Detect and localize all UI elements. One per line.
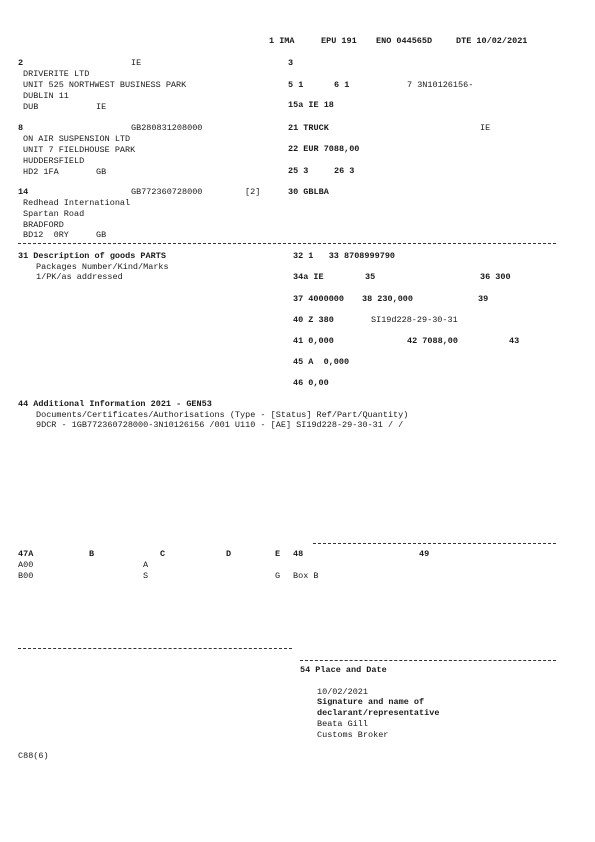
box-b-label: Box B xyxy=(293,571,319,581)
box31-packages-label: Packages Number/Kind/Marks xyxy=(36,262,169,272)
box31-marks: 1/PK/as addressed xyxy=(36,272,123,282)
box35-gross-mass: 35 xyxy=(365,272,376,282)
declarant-name: Redhead International xyxy=(23,198,131,208)
box44-documents-label: Documents/Certificates/Authorisations (Type - [Status] Ref/Part/Quantity) xyxy=(36,410,409,420)
lower-left-divider xyxy=(18,648,292,649)
box44-document-reference: 9DCR - 1GB772360728000-3N10126156 /001 U110 - [AE] SI19d228-29-30-31 / / xyxy=(36,420,404,430)
box21-transport: 21 TRUCK xyxy=(288,123,329,133)
consignee-postcode: HD2 1FA xyxy=(23,167,59,177)
box5-items: 5 1 xyxy=(288,80,304,90)
consignee-eori: GB280831208000 xyxy=(131,123,203,133)
box47-col-d: D xyxy=(226,549,232,559)
box48-label: 48 xyxy=(293,549,304,559)
box21-country: IE xyxy=(480,123,491,133)
eno-number: ENO 044565D xyxy=(376,36,433,46)
box54-declarant-label: declarant/representative xyxy=(317,708,440,718)
box34a-origin: 34a IE xyxy=(293,272,324,282)
box54-date: 10/02/2021 xyxy=(317,687,369,697)
box43-valuation-method: 43 xyxy=(509,336,520,346)
box8-label: 8 xyxy=(18,123,24,133)
declaration-date: DTE 10/02/2021 xyxy=(456,36,528,46)
box26-inland-mode: 26 3 xyxy=(334,166,355,176)
box42-item-price: 42 7088,00 xyxy=(407,336,459,346)
box32-33-item-commodity: 32 1 33 8708999790 xyxy=(293,251,396,261)
lower-right-divider xyxy=(300,660,556,661)
box40-previous-document: 40 Z 380 xyxy=(293,315,334,325)
box6-packages: 6 1 xyxy=(334,80,350,90)
box36-preference: 36 300 xyxy=(480,272,511,282)
declarant-person-name: Beata Gill xyxy=(317,719,369,729)
consignee-city: HUDDERSFIELD xyxy=(23,156,85,166)
box38-net-mass: 38 230,000 xyxy=(362,294,414,304)
box30-location: 30 GBLBA xyxy=(288,187,329,197)
box45-adjustment: 45 A 0,000 xyxy=(293,357,350,367)
box39-quota: 39 xyxy=(478,294,489,304)
box54-signature-label: Signature and name of xyxy=(317,697,425,707)
consignee-address: UNIT 7 FIELDHOUSE PARK xyxy=(23,145,136,155)
box48-49-divider xyxy=(313,543,556,544)
box22-currency-amount: 22 EUR 7088,00 xyxy=(288,144,360,154)
box31-goods-description: 31 Description of goods PARTS xyxy=(18,251,166,261)
box7-reference: 7 3N10126156- xyxy=(407,80,474,90)
exporter-address-1: UNIT 525 NORTHWEST BUSINESS PARK xyxy=(23,80,187,90)
box47a-header: 47A xyxy=(18,549,34,559)
declarant-address: Spartan Road xyxy=(23,209,85,219)
consignee-name: ON AIR SUSPENSION LTD xyxy=(23,134,131,144)
epu-number: EPU 191 xyxy=(321,36,357,46)
box25-mode: 25 3 xyxy=(288,166,309,176)
declarant-city: BRADFORD xyxy=(23,220,64,230)
box2-country: IE xyxy=(131,58,142,68)
box47-col-e: E xyxy=(275,549,281,559)
box14-label: 14 xyxy=(18,187,29,197)
tax-line-b-type: B00 xyxy=(18,571,34,581)
exporter-city-country: IE xyxy=(96,102,107,112)
box47-col-b: B xyxy=(89,549,95,559)
tax-line-b-g: G xyxy=(275,571,281,581)
box1-declaration-type: 1 IMA xyxy=(269,36,295,46)
box49-label: 49 xyxy=(419,549,430,559)
exporter-address-2: DUBLIN 11 xyxy=(23,91,69,101)
declarant-code: [2] xyxy=(245,187,261,197)
box41-supplementary-units: 41 0,000 xyxy=(293,336,334,346)
box40-reference: SI19d228-29-30-31 xyxy=(371,315,458,325)
declarant-role: Customs Broker xyxy=(317,730,389,740)
box47-col-c: C xyxy=(160,549,166,559)
tax-line-b-code: S xyxy=(143,571,149,581)
section-divider xyxy=(18,243,556,244)
tax-line-a-type: A00 xyxy=(18,560,34,570)
consignee-country: GB xyxy=(96,167,107,177)
exporter-city: DUB xyxy=(23,102,39,112)
box37-procedure: 37 4000000 xyxy=(293,294,345,304)
declarant-eori: GB772360728000 xyxy=(131,187,203,197)
box44-additional-information: 44 Additional Information 2021 - GEN53 xyxy=(18,399,212,409)
form-code: C88(6) xyxy=(18,751,49,761)
exporter-name: DRIVERITE LTD xyxy=(23,69,90,79)
tax-line-a-code: A xyxy=(143,560,149,570)
box46-statistical-value: 46 0,00 xyxy=(293,378,329,388)
box3-label: 3 xyxy=(288,58,294,68)
box54-place-date: 54 Place and Date xyxy=(300,665,387,675)
declarant-postcode: BD12 0RY xyxy=(23,230,69,240)
declarant-country: GB xyxy=(96,230,107,240)
box2-label: 2 xyxy=(18,58,24,68)
box15a-country: 15a IE 18 xyxy=(288,100,334,110)
